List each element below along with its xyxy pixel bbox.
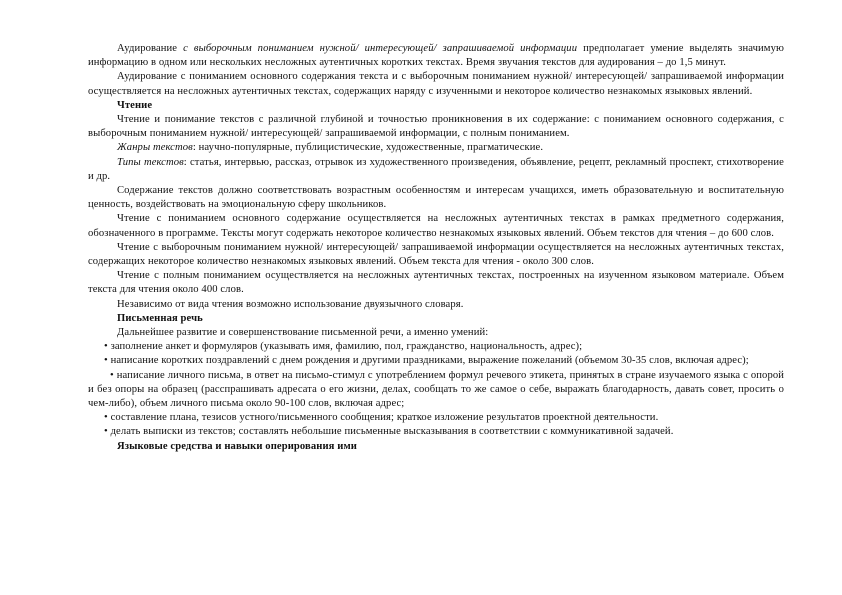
- bullet-icon: •: [104, 355, 108, 367]
- list-item: • заполнение анкет и формуляров (указывать имя, фамилию, пол, гражданство, национальность, адрес);: [104, 341, 583, 353]
- document-page: [88, 42, 784, 454]
- bullet-icon: •: [104, 341, 108, 353]
- bullet-icon: •: [104, 412, 108, 424]
- emphasis-selective-understanding: с выборочным пониманием нужной/ интересующей/ запрашиваемой информации: [183, 43, 578, 54]
- reading-heading: Чтение: [117, 99, 153, 111]
- bullet-icon: •: [110, 369, 114, 381]
- language-means-heading: Языковые средства и навыки оперирования ими: [117, 440, 357, 452]
- writing-intro-paragraph: Дальнейшее развитие и совершенствование письменной речи, а именно умений:: [117, 327, 489, 339]
- text-genres-paragraph: Жанры текстов: научно-популярные, публицистические, художественные, прагматические.: [117, 142, 544, 154]
- text-types-paragraph: Типы текстов: статья, интервью, рассказ, отрывок из художественного произведения, объявление, рецепт, рекламный проспект, стихотворение и др.: [88, 156, 784, 182]
- reading-selective-paragraph: Чтение с выборочным пониманием нужной/ интересующей/ запрашиваемой информации осуществляется на несложных аутентичных текстах, содержащих некоторое количество незнакомых языковых явлений. Объем текста для чтения - около 300 слов.: [88, 241, 784, 268]
- list-item: • написание личного письма, в ответ на письмо-стимул с употреблением формул речевого этикета, принятых в стране изучаемого языка с опорой и без опоры на образец (расспрашивать адресата о его жизни, делах, сообщать то же самое о себе, выражать благодарность, давать совет, просить о чем-либо), объем личного письма около 90-100 слов, включая адрес;: [88, 369, 785, 410]
- list-item: • написание коротких поздравлений с днем рождения и другими праздниками, выражение пожеланий (объемом 30-35 слов, включая адрес);: [104, 355, 749, 367]
- content-requirements-paragraph: Содержание текстов должно соответствовать возрастным особенностям и интересам учащихся, иметь образовательную и воспитательную ценность, воздействовать на эмоциональную сферу школьников.: [88, 185, 784, 211]
- reading-depth-paragraph: Чтение и понимание текстов с различной глубиной и точностью проникновения в их содержание: с пониманием основного содержания, с выборочным пониманием нужной/ интересующей/ запрашиваемой информации, с полным пониманием.: [88, 114, 784, 140]
- writing-heading: Письменная речь: [117, 312, 203, 324]
- list-item: • делать выписки из текстов; составлять небольшие письменные высказывания в соответствии с коммуникативной задачей.: [104, 426, 674, 438]
- dictionary-note-paragraph: Независимо от вида чтения возможно использование двуязычного словаря.: [117, 298, 464, 310]
- text-types-label: Типы текстов: [117, 156, 184, 168]
- reading-full-paragraph: Чтение с полным пониманием осуществляется на несложных аутентичных текстах, построенных на изученном языковом материале. Объем текста для чтения около 400 слов.: [88, 270, 784, 296]
- reading-main-content-paragraph: Чтение с пониманием основного содержание осуществляется на несложных аутентичных текстах в рамках предметного содержания, обозначенного в программе. Тексты могут содержать некоторое количество незнакомых языковых явлений. Объем текстов для чтения – до 600 слов.: [88, 213, 784, 239]
- listening-selective-paragraph: Аудирование с выборочным пониманием нужной/ интересующей/ запрашиваемой информации предполагает умение выделять значимую информацию в одном или нескольких несложных аутентичных коротких текстах. Время звучания текстов для аудирования – до 1,5 минут.: [88, 43, 784, 69]
- list-item: • составление плана, тезисов устного/письменного сообщения; краткое изложение результатов проектной деятельности.: [104, 412, 659, 424]
- bullet-icon: •: [104, 426, 108, 438]
- text-genres-label: Жанры текстов: [117, 142, 193, 154]
- listening-combined-paragraph: Аудирование с пониманием основного содержания текста и с выборочным пониманием нужной/ интересующей/ запрашиваемой информации осуществляется на несложных аутентичных текстах, содержащих наряду с изученными и некоторое количество незнакомых языковых явлений.: [88, 71, 784, 97]
